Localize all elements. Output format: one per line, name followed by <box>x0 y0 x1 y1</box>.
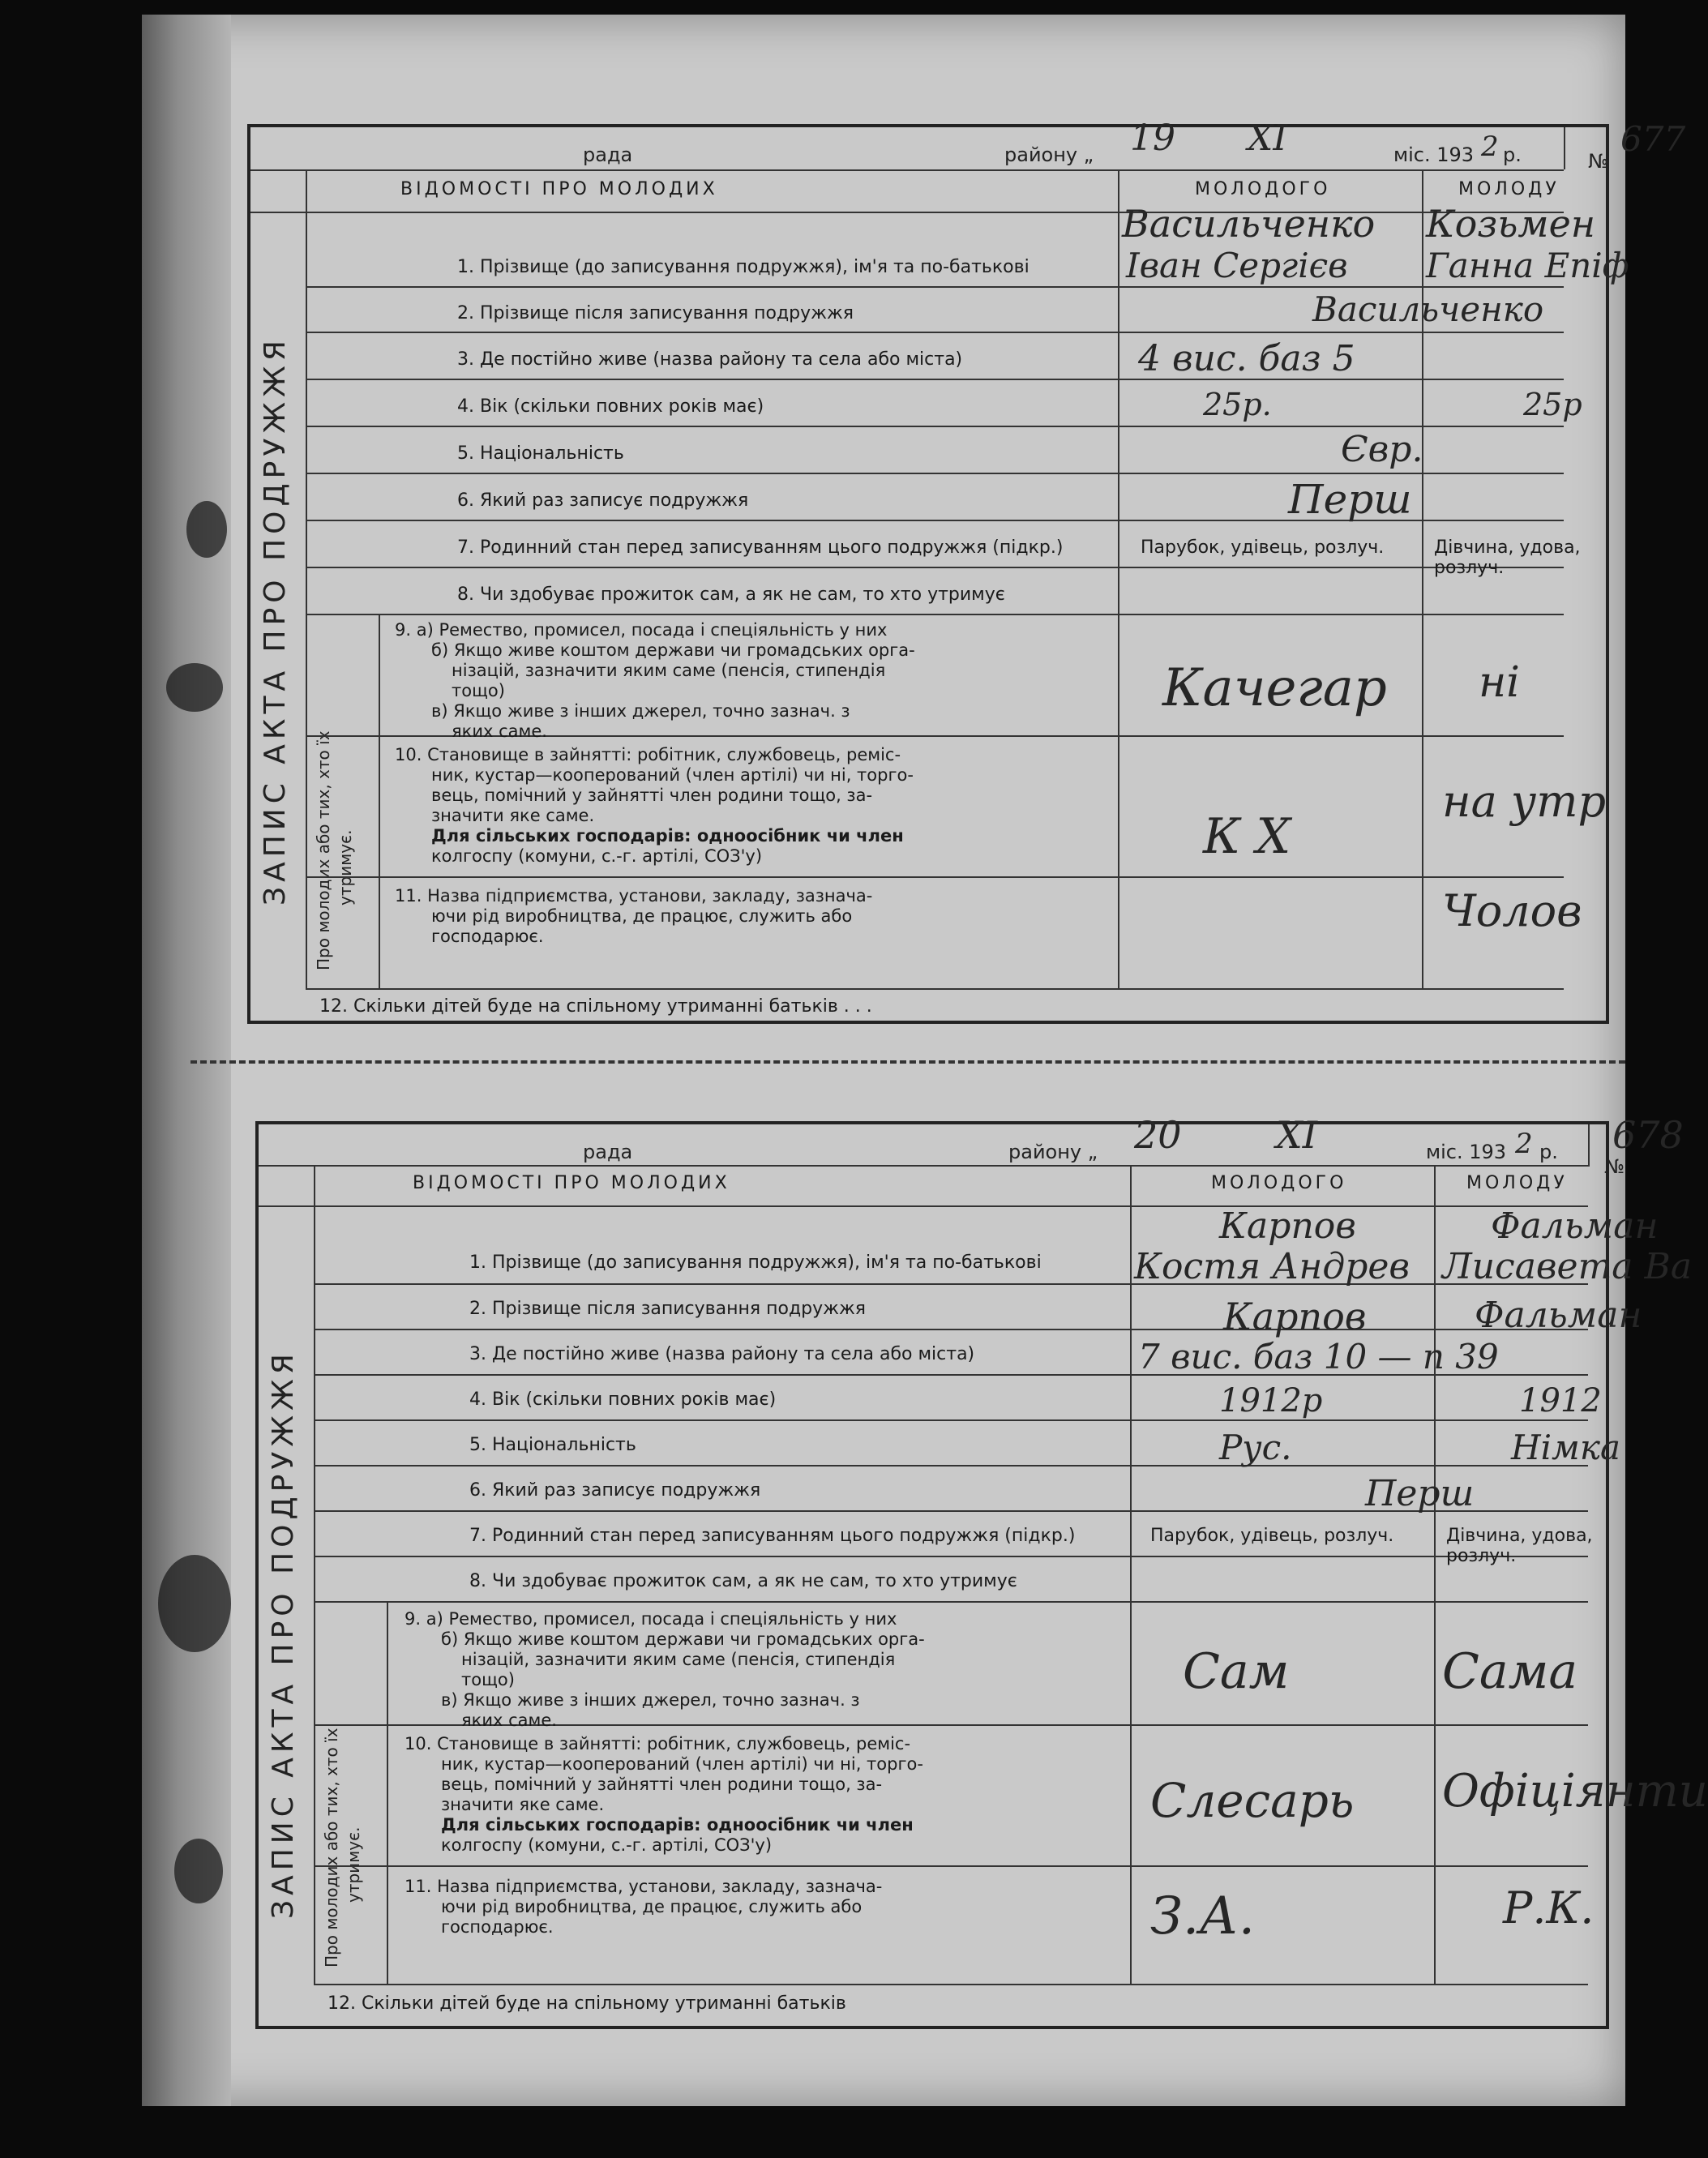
year-digit: 2 <box>1515 1128 1533 1160</box>
bride-name: Лисавета Ва <box>1442 1246 1693 1287</box>
rayonu-label: району „ <box>1004 143 1094 166</box>
record-number: 678 <box>1612 1113 1684 1157</box>
row-3-label: 3. Де постійно живе (назва району та села або міста) <box>457 349 963 370</box>
bride-column-header: МОЛОДУ <box>1458 179 1560 199</box>
groom-occupation: Качегар <box>1162 658 1387 718</box>
date-day: 20 <box>1134 1113 1182 1157</box>
nationality: Євр. <box>1341 429 1423 470</box>
bride-organization: Р.К. <box>1503 1882 1595 1933</box>
residence: 7 вис. баз 10 — п 39 <box>1138 1337 1499 1377</box>
row-12-label: 12. Скільки дітей буде на спільному утриманні батьків <box>327 1993 846 2014</box>
marriage-count: Перш <box>1288 476 1412 523</box>
row-3-label: 3. Де постійно живе (назва району та села або міста) <box>469 1344 975 1364</box>
fold-line <box>190 1060 1625 1064</box>
row-1-label: 1. Прізвище (до записування подружжя), ім'я та по-батькові <box>469 1252 1042 1273</box>
sub-title-vertical-2: утримує. <box>344 1826 363 1903</box>
date-day: 19 <box>1130 118 1175 159</box>
bride-column-header: МОЛОДУ <box>1466 1173 1568 1193</box>
bride-age: 1912 <box>1519 1382 1602 1419</box>
row-2-label: 2. Прізвище після записування подружжя <box>469 1299 867 1319</box>
info-column-header: ВІДОМОСТІ ПРО МОЛОДИХ <box>400 179 718 199</box>
form-title-vertical: ЗАПИС АКТА ПРО ПОДРУЖЖЯ <box>267 1349 300 1919</box>
groom-surname: Васильченко <box>1122 202 1376 246</box>
groom-status-options: Парубок, удівець, розлуч. <box>1141 537 1385 558</box>
year-digit: 2 <box>1481 131 1499 163</box>
residence: 4 вис. баз 5 <box>1138 338 1355 379</box>
bride-occupation: Сама <box>1442 1643 1578 1700</box>
row-5-label: 5. Національність <box>457 443 624 464</box>
row-9-label: 9. а) Ремество, промисел, посада і спеціяльність у них б) Якщо живе коштом держави чи громадських орга- нізацій, зазначити яким саме (пенсія, стипендія тощо) в) Якщо живе з інших джерел, точно зазнач. з яких саме. <box>395 620 915 741</box>
bride-surname-after: Фальман <box>1475 1295 1642 1336</box>
form-title-vertical: ЗАПИС АКТА ПРО ПОДРУЖЖЯ <box>259 336 292 906</box>
bride-employment: Офіціянти <box>1442 1765 1708 1818</box>
record-number: 677 <box>1620 119 1686 159</box>
record-header <box>259 1113 1684 1178</box>
r-label: р. <box>1503 143 1522 166</box>
row-7-label: 7. Родинний стан перед записуванням цього подружжя (підкр.) <box>457 537 1064 558</box>
row-11-label: 11. Назва підприємства, установи, закладу, зазнача- ючи рід виробництва, де працює, служить або господарює. <box>405 1877 883 1937</box>
sub-title-vertical-2: утримує. <box>336 829 355 906</box>
groom-status-options: Парубок, удівець, розлуч. <box>1150 1526 1394 1546</box>
row-8-label: 8. Чи здобуває прожиток сам, а як не сам, то хто утримує <box>457 584 1005 605</box>
groom-employment: К Х <box>1203 808 1291 865</box>
record-header <box>250 118 1686 173</box>
date-month: XI <box>1248 118 1287 159</box>
document-page <box>142 15 1708 2106</box>
rayonu-label: району „ <box>1008 1141 1098 1163</box>
groom-surname-after: Карпов <box>1223 1295 1367 1338</box>
groom-nationality: Рус. <box>1219 1428 1292 1467</box>
info-column-header: ВІДОМОСТІ ПРО МОЛОДИХ <box>413 1173 730 1193</box>
bride-surname-after: Васильченко <box>1312 289 1544 329</box>
r-label: р. <box>1539 1141 1558 1163</box>
row-5-label: 5. Національність <box>469 1435 636 1455</box>
row-11-label: 11. Назва підприємства, установи, закладу, зазнача- ючи рід виробництва, де працює, служить або господарює. <box>395 886 873 946</box>
number-label: № <box>1604 1155 1625 1178</box>
marriage-count: Перш <box>1365 1473 1475 1514</box>
month-year-label: міс. 193 <box>1426 1141 1507 1163</box>
row-7-label: 7. Родинний стан перед записуванням цього подружжя (підкр.) <box>469 1526 1076 1546</box>
row-2-label: 2. Прізвище після записування подружжя <box>457 303 854 323</box>
groom-age: 25р. <box>1203 387 1272 422</box>
stain <box>186 501 227 558</box>
row-8-label: 8. Чи здобуває прожиток сам, а як не сам, то хто утримує <box>469 1571 1017 1591</box>
rada-label: рада <box>583 143 633 166</box>
marriage-record-2 <box>255 1113 1708 2029</box>
bride-surname: Козьмен <box>1426 202 1596 246</box>
bride-employment: на утр <box>1442 776 1607 827</box>
date-month: XI <box>1276 1113 1317 1157</box>
sub-title-vertical: Про молодих або тих, хто їх <box>322 1728 341 1967</box>
row-9-label: 9. а) Ремество, промисел, посада і спеціяльність у них б) Якщо живе коштом держави чи громадських орга- нізацій, зазначити яким саме (пенсія, стипендія тощо) в) Якщо живе з інших джерел, точно зазнач. з яких саме. <box>405 1609 925 1730</box>
groom-organization: З.А. <box>1150 1886 1256 1946</box>
row-10-label: 10. Становище в зайнятті: робітник, службовець, реміс- ник, кустар—кооперований (член артілі) чи ні, торго- вець, помічний у зайнятті член родини тощо, за- значити яке саме. Для сільських господарів: одноосібник чи член колгоспу (комуни, с.-г. артілі, СОЗ'у) <box>405 1734 923 1855</box>
bride-organization: Чолов <box>1442 885 1582 936</box>
row-1-label: 1. Прізвище (до записування подружжя), ім'я та по-батькові <box>457 257 1030 277</box>
row-12-label: 12. Скільки дітей буде на спільному утриманні батьків . . . <box>319 996 872 1017</box>
row-4-label: 4. Вік (скільки повних років має) <box>469 1389 777 1410</box>
bride-surname: Фальман <box>1491 1205 1659 1247</box>
row-6-label: 6. Який раз записує подружжя <box>469 1480 761 1501</box>
groom-age: 1912р <box>1219 1382 1323 1419</box>
sub-title-vertical: Про молодих або тих, хто їх <box>314 730 333 970</box>
rada-label: рада <box>583 1141 633 1163</box>
marriage-record-1 <box>247 118 1686 1024</box>
bride-status-options: Дівчина, удова, розлуч. <box>1434 537 1581 578</box>
groom-name: Костя Андрев <box>1134 1246 1410 1287</box>
groom-surname: Карпов <box>1219 1205 1356 1247</box>
groom-name: Іван Сергієв <box>1126 246 1348 285</box>
month-year-label: міс. 193 <box>1393 143 1475 166</box>
stain <box>166 663 223 712</box>
bride-age: 25р <box>1523 387 1582 422</box>
stain <box>158 1555 231 1652</box>
row-10-label: 10. Становище в зайнятті: робітник, службовець, реміс- ник, кустар—кооперований (член артілі) чи ні, торго- вець, помічний у зайнятті член родини тощо, за- значити яке саме. Для сільських господарів: одноосібник чи член колгоспу (комуни, с.-г. артілі, СОЗ'у) <box>395 745 914 866</box>
bride-nationality: Німка <box>1511 1428 1621 1467</box>
number-label: № <box>1588 150 1608 173</box>
row-6-label: 6. Який раз записує подружжя <box>457 490 749 511</box>
groom-column-header: МОЛОДОГО <box>1211 1173 1347 1193</box>
row-4-label: 4. Вік (скільки повних років має) <box>457 396 764 417</box>
stain <box>174 1839 223 1903</box>
groom-column-header: МОЛОДОГО <box>1195 179 1331 199</box>
bride-name: Ганна Епіф <box>1426 246 1629 285</box>
groom-employment: Слесарь <box>1150 1773 1355 1828</box>
groom-occupation: Сам <box>1183 1643 1290 1700</box>
bride-status-options: Дівчина, удова, розлуч. <box>1446 1526 1593 1566</box>
bride-occupation: ні <box>1479 658 1520 707</box>
